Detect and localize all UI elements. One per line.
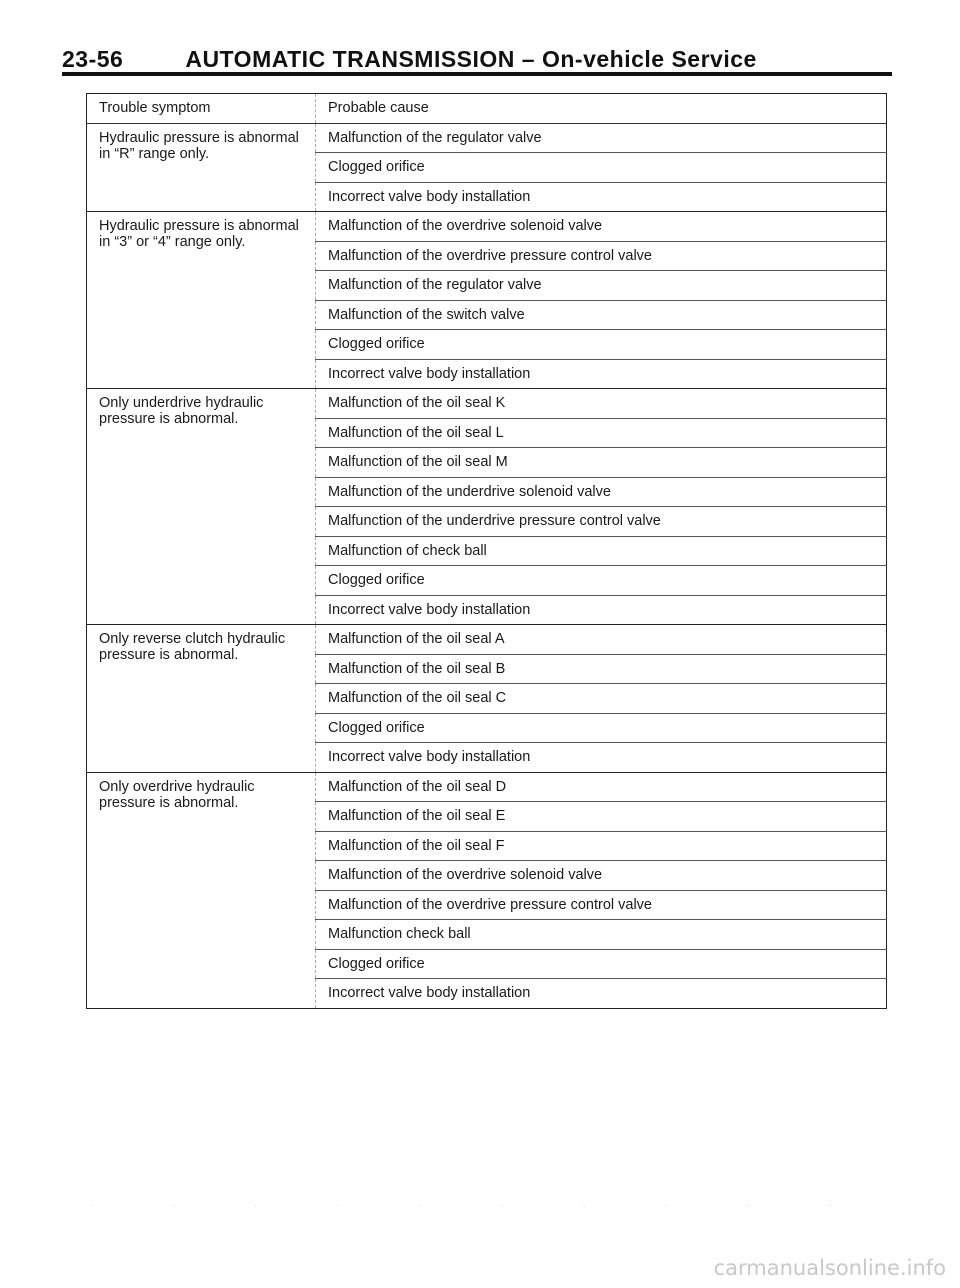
table-row [87, 389, 887, 419]
probable-cause-cell: Malfunction of the overdrive solenoid valve [316, 861, 887, 891]
footer-watermark: carmanualsonline.info [713, 1256, 946, 1280]
probable-cause-cell: Malfunction of the underdrive pressure control valve [316, 507, 887, 537]
trouble-symptom-cell: Hydraulic pressure is abnormal in “R” range only. [87, 123, 316, 212]
probable-cause-cell: Malfunction of the oil seal M [316, 448, 887, 478]
page-title: AUTOMATIC TRANSMISSION – On-vehicle Service [185, 46, 757, 72]
column-header-symptom: Trouble symptom [87, 94, 316, 124]
probable-cause-cell: Malfunction of the regulator valve [316, 271, 887, 301]
table-row [87, 123, 887, 153]
probable-cause-cell: Clogged orifice [316, 949, 887, 979]
probable-cause-cell: Incorrect valve body installation [316, 182, 887, 212]
trouble-symptom-cell: Only reverse clutch hydraulic pressure is abnormal. [87, 625, 316, 773]
table-row [87, 212, 887, 242]
probable-cause-cell: Malfunction check ball [316, 920, 887, 950]
table-row [87, 625, 887, 655]
diagnosis-table-container [86, 93, 886, 1009]
probable-cause-cell: Malfunction of the oil seal L [316, 418, 887, 448]
trouble-symptom-cell: Hydraulic pressure is abnormal in “3” or “4” range only. [87, 212, 316, 389]
probable-cause-cell: Malfunction of the oil seal K [316, 389, 887, 419]
faint-footer-marks: · · · · · · · · · · [89, 1200, 871, 1211]
column-header-cause: Probable cause [316, 94, 887, 124]
probable-cause-cell: Malfunction of the switch valve [316, 300, 887, 330]
trouble-symptom-cell: Only underdrive hydraulic pressure is abnormal. [87, 389, 316, 625]
probable-cause-cell: Malfunction of the overdrive pressure control valve [316, 241, 887, 271]
probable-cause-cell: Malfunction of the oil seal F [316, 831, 887, 861]
probable-cause-cell: Clogged orifice [316, 153, 887, 183]
table-header-row [87, 94, 887, 124]
table-row [87, 772, 887, 802]
diagnosis-table [86, 93, 887, 1009]
probable-cause-cell: Malfunction of the regulator valve [316, 123, 887, 153]
probable-cause-cell: Malfunction of the oil seal B [316, 654, 887, 684]
probable-cause-cell: Malfunction of the oil seal E [316, 802, 887, 832]
trouble-symptom-cell: Only overdrive hydraulic pressure is abnormal. [87, 772, 316, 1008]
probable-cause-cell: Malfunction of the overdrive pressure control valve [316, 890, 887, 920]
probable-cause-cell: Malfunction of the oil seal C [316, 684, 887, 714]
page-header [62, 42, 892, 74]
probable-cause-cell: Clogged orifice [316, 330, 887, 360]
probable-cause-cell: Malfunction of the oil seal A [316, 625, 887, 655]
probable-cause-cell: Incorrect valve body installation [316, 743, 887, 773]
probable-cause-cell: Incorrect valve body installation [316, 979, 887, 1009]
probable-cause-cell: Incorrect valve body installation [316, 359, 887, 389]
probable-cause-cell: Incorrect valve body installation [316, 595, 887, 625]
probable-cause-cell: Clogged orifice [316, 566, 887, 596]
header-rule [62, 72, 892, 76]
probable-cause-cell: Clogged orifice [316, 713, 887, 743]
page-code: 23-56 [62, 46, 124, 72]
probable-cause-cell: Malfunction of the oil seal D [316, 772, 887, 802]
probable-cause-cell: Malfunction of the overdrive solenoid valve [316, 212, 887, 242]
probable-cause-cell: Malfunction of check ball [316, 536, 887, 566]
page-header-text [62, 46, 757, 73]
probable-cause-cell: Malfunction of the underdrive solenoid valve [316, 477, 887, 507]
